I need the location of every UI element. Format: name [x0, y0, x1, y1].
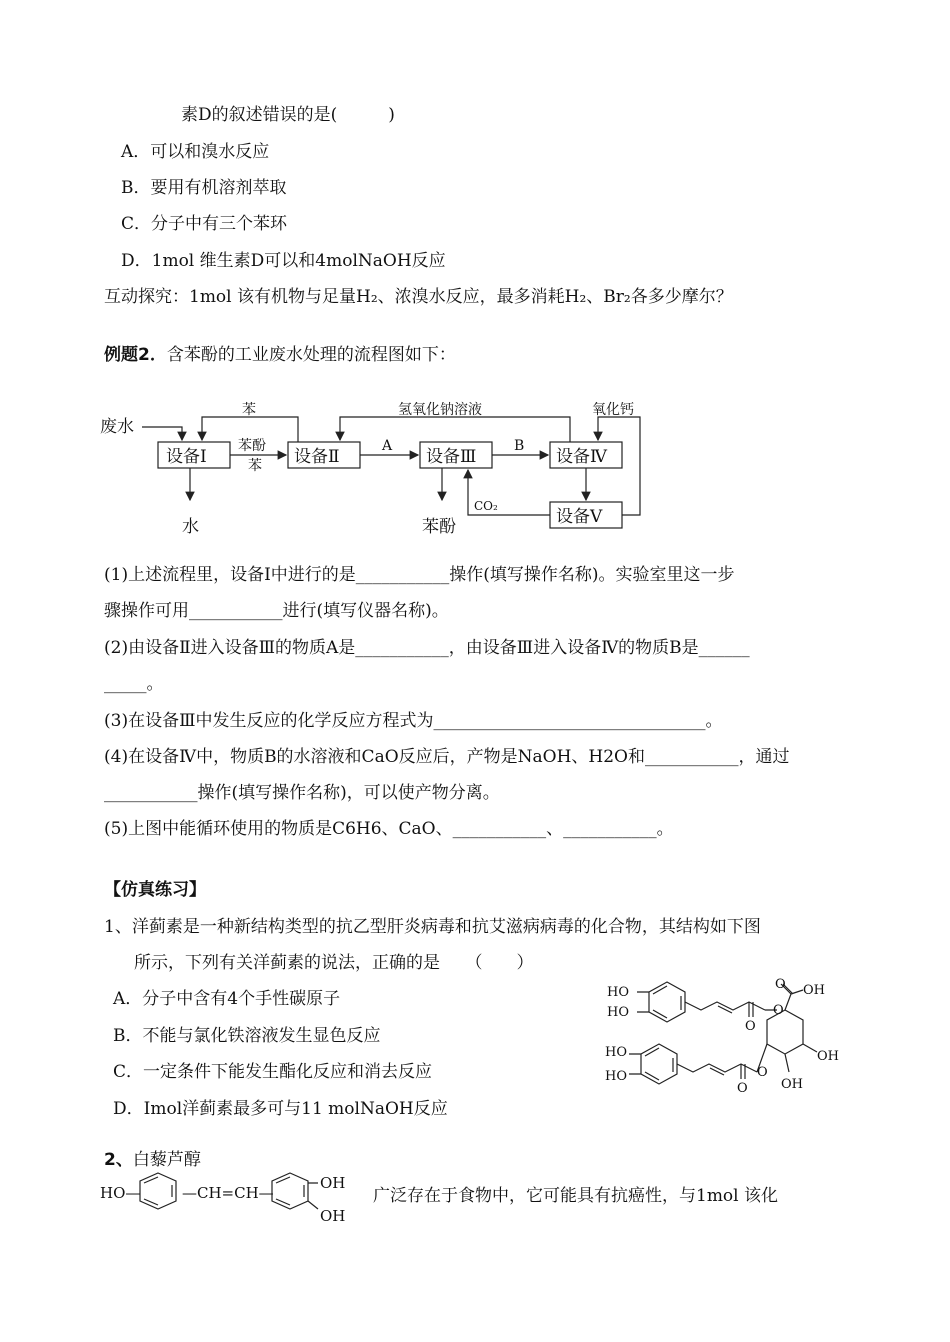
- cynarin-o-3: O: [737, 1081, 748, 1096]
- label-device-3: 设备Ⅲ: [426, 447, 477, 467]
- q1-line1: (1)上述流程里，设备Ⅰ中进行的是___________操作(填写操作名称)。实验室里这一步: [104, 565, 735, 585]
- q2-line1: (2)由设备Ⅱ进入设备Ⅲ的物质A是___________，由设备Ⅲ进入设备Ⅳ的物质B是______: [104, 638, 750, 658]
- cynarin-o-4: O: [757, 1065, 768, 1080]
- q1-line2: 骤操作可用___________进行(填写仪器名称)。: [104, 601, 449, 621]
- practice-q2-number: 2、: [104, 1150, 133, 1170]
- cynarin-o-2: O: [773, 1003, 784, 1018]
- interactive-explore: 互动探究：1mol 该有机物与足量H₂、浓溴水反应，最多消耗H₂、Br₂各多少摩尔？: [104, 287, 733, 307]
- practice-q1-line2: 所示，下列有关洋蓟素的说法，正确的是 （ ）: [134, 953, 534, 973]
- q3-line: (3)在设备Ⅲ中发生反应的化学反应方程式为________________________________。: [104, 711, 723, 731]
- cynarin-ho-3: HO: [605, 1045, 627, 1060]
- example-heading: [104, 344, 456, 366]
- practice-heading: 【仿真练习】: [104, 880, 206, 900]
- label-wastewater: 废水: [100, 417, 134, 437]
- option-a: A．可以和溴水反应: [121, 142, 270, 162]
- practice-q1-option-c: C．一定条件下能发生酯化反应和消去反应: [113, 1062, 433, 1082]
- cynarin-cooh-oh: OH: [803, 983, 825, 998]
- practice-q1-line1: 1、洋蓟素是一种新结构类型的抗乙型肝炎病毒和抗艾滋病病毒的化合物，其结构如下图: [104, 917, 761, 937]
- label-cao: 氧化钙: [592, 402, 634, 418]
- resveratrol-bridge: —CH=CH—: [182, 1184, 274, 1202]
- resveratrol-oh-1: OH: [320, 1174, 346, 1192]
- cynarin-ho-1: HO: [607, 985, 629, 1000]
- label-phenol-benzene-1: 苯酚: [238, 438, 266, 454]
- practice-q1-option-a: A．分子中含有4个手性碳原子: [113, 989, 341, 1009]
- practice-q1-option-d: D．Imol洋蓟素最多可与11 molNaOH反应: [113, 1099, 448, 1119]
- cynarin-structure: [605, 972, 845, 1112]
- q5-line: (5)上图中能循环使用的物质是C6H6、CaO、___________、___________。: [104, 819, 674, 839]
- option-b: B．要用有机溶剂萃取: [121, 178, 287, 198]
- q4-line2: ___________操作(填写操作名称)，可以使产物分离。: [104, 783, 500, 803]
- resveratrol-structure: [100, 1165, 360, 1225]
- label-co2: CO₂: [474, 499, 498, 513]
- label-benzene-top: 苯: [242, 402, 256, 418]
- process-flow-diagram: [100, 400, 660, 540]
- cynarin-o-5: O: [775, 977, 786, 992]
- label-phenol-benzene-2: 苯: [248, 458, 262, 474]
- option-d: D．1mol 维生素D可以和4molNaOH反应: [121, 251, 446, 271]
- cynarin-o-1: O: [745, 1019, 756, 1034]
- label-b: B: [514, 438, 525, 454]
- cynarin-oh-1: OH: [817, 1049, 839, 1064]
- cynarin-oh-2: OH: [781, 1077, 803, 1092]
- example-label: 例题2．: [104, 345, 167, 365]
- resveratrol-oh-2: OH: [320, 1207, 346, 1225]
- question-stem-tail: 素D的叙述错误的是( ): [181, 105, 395, 125]
- example-title: 含苯酚的工业废水处理的流程图如下：: [166, 345, 456, 365]
- option-c: C．分子中有三个苯环: [121, 214, 288, 234]
- label-device-5: 设备Ⅴ: [556, 507, 603, 527]
- label-a: A: [382, 438, 393, 454]
- label-device-4: 设备Ⅳ: [556, 447, 607, 467]
- label-water: 水: [182, 517, 199, 537]
- cynarin-ho-2: HO: [607, 1005, 629, 1020]
- resveratrol-ho: HO—: [100, 1184, 141, 1202]
- practice-q2-name: 白藜芦醇: [132, 1150, 201, 1170]
- q4-line1: (4)在设备Ⅳ中，物质B的水溶液和CaO反应后，产物是NaOH、H2O和___________，通过: [104, 747, 790, 767]
- practice-q1-option-b: B．不能与氯化铁溶液发生显色反应: [113, 1026, 381, 1046]
- label-device-1: 设备Ⅰ: [166, 447, 207, 467]
- practice-q2-tail: 广泛存在于食物中，它可能具有抗癌性，与1mol 该化: [373, 1186, 779, 1206]
- label-naoh: 氢氧化钠溶液: [398, 402, 482, 418]
- label-phenol-out: 苯酚: [422, 517, 456, 537]
- label-device-2: 设备Ⅱ: [294, 447, 340, 467]
- cynarin-ho-4: HO: [605, 1069, 627, 1084]
- q2-line2: _____。: [104, 674, 164, 694]
